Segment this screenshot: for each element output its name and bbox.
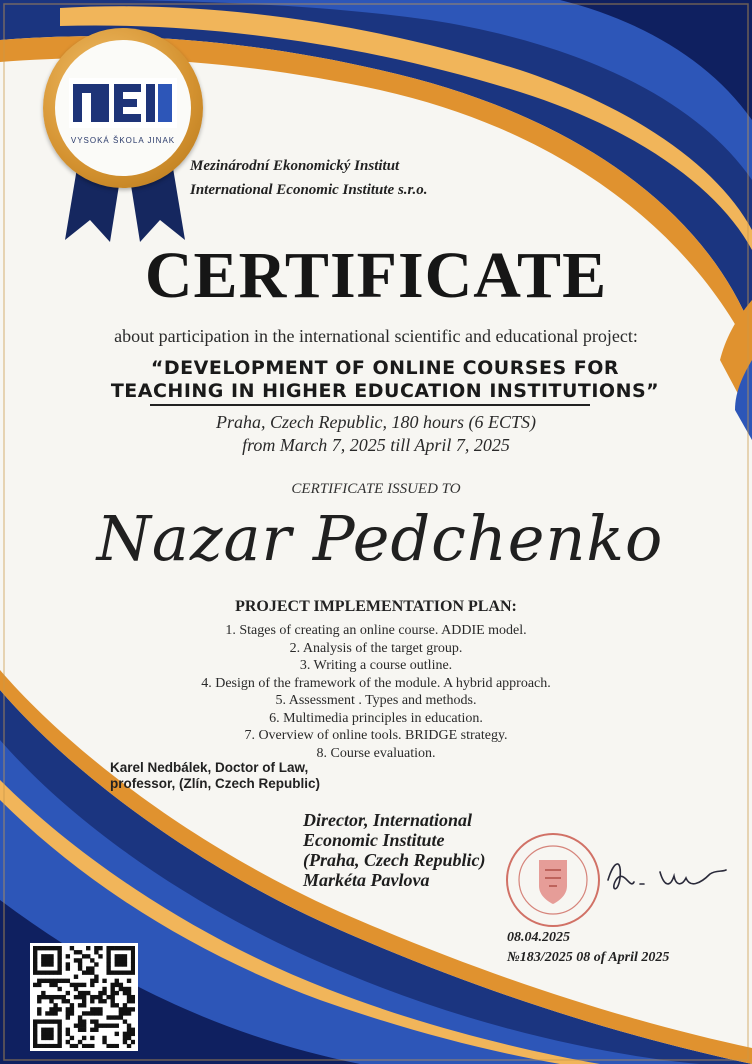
qr-code-icon	[33, 946, 135, 1048]
plan-list	[0, 622, 752, 762]
qr-code	[30, 943, 138, 1051]
project-title-line2: TEACHING IN HIGHER EDUCATION INSTITUTIONS”	[110, 380, 660, 402]
issue-date: 08.04.2025	[507, 930, 570, 945]
director-line4: Markéta Pavlova	[303, 870, 430, 890]
professor-signatory	[110, 760, 320, 792]
location-hours: Praha, Czech Republic, 180 hours (6 ECTS)	[216, 412, 536, 432]
professor-line1: Karel Nedbálek, Doctor of Law,	[110, 760, 309, 775]
plan-item: 5. Assessment . Types and methods.	[275, 693, 477, 708]
seal-subtitle: VYSOKÁ ŠKOLA JINAK	[70, 136, 176, 145]
certificate-title: CERTIFICATE	[144, 239, 608, 312]
project-title-line1: “DEVELOPMENT OF ONLINE COURSES FOR	[150, 357, 620, 379]
plan-item: 1. Stages of creating an online course. ADDIE model.	[225, 623, 527, 638]
plan-item: 7. Overview of online tools. BRIDGE strategy.	[244, 728, 508, 743]
director-signatory	[303, 810, 486, 890]
director-line3: (Praha, Czech Republic)	[303, 850, 486, 870]
project-dates: from March 7, 2025 till April 7, 2025	[242, 435, 510, 455]
plan-item: 4. Design of the framework of the module. A hybrid approach.	[201, 675, 551, 691]
project-underline	[150, 404, 590, 406]
director-line1: Director, International	[303, 810, 473, 830]
institute-name-en: International Economic Institute s.r.o.	[190, 182, 428, 198]
director-line2: Economic Institute	[303, 830, 445, 850]
plan-item: 2. Analysis of the target group.	[289, 640, 463, 656]
recipient-name: Nazar Pedchenko	[96, 502, 664, 575]
director-signature	[600, 850, 730, 900]
institute-name-cz: Mezinárodní Ekonomický Institut	[190, 158, 400, 174]
official-stamp	[503, 830, 603, 930]
mei-logo-icon	[69, 78, 177, 128]
professor-line2: professor, (Zlín, Czech Republic)	[110, 776, 321, 791]
plan-item: 8. Course evaluation.	[316, 745, 436, 761]
plan-item: 6. Multimedia principles in education.	[269, 710, 483, 726]
about-text: about participation in the international scientific and educational project:	[114, 326, 638, 346]
issued-to-label: CERTIFICATE ISSUED TO	[291, 481, 461, 497]
issue-number: №183/2025 08 of April 2025	[507, 950, 670, 965]
plan-item: 3. Writing a course outline.	[299, 658, 453, 673]
plan-title: PROJECT IMPLEMENTATION PLAN:	[235, 598, 517, 615]
institute-seal	[43, 28, 203, 188]
